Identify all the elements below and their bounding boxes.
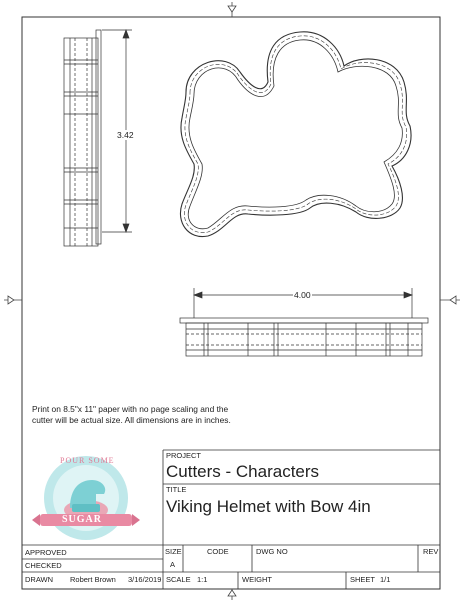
cutter-outline: [180, 32, 411, 237]
logo: [32, 456, 140, 540]
side-view-vertical: [64, 30, 101, 246]
drawing-title: Viking Helmet with Bow 4in: [166, 497, 371, 516]
print-note: Print on 8.5"x 11" paper with no page scaling and the cutter will be actual size. All dimensions are in inches.: [32, 404, 231, 425]
side-view-horizontal: [180, 318, 428, 356]
rev-label: REV: [423, 547, 439, 556]
sheet-value: 1/1: [380, 575, 391, 584]
project-label: PROJECT: [166, 451, 202, 460]
drawn-label: DRAWN: [25, 575, 54, 584]
dwg-no-label: DWG NO: [256, 547, 288, 556]
code-label: CODE: [207, 547, 229, 556]
project-name: Cutters - Characters: [166, 462, 320, 481]
checked-label: CHECKED: [25, 561, 62, 570]
scale-value: 1:1: [197, 575, 208, 584]
title-label: TITLE: [166, 485, 187, 494]
logo-bottom-text: SUGAR: [62, 514, 103, 525]
width-dimension: 4.00: [294, 290, 311, 300]
logo-top-text: POUR SOME: [60, 456, 115, 465]
sheet-label: SHEET: [350, 575, 376, 584]
size-label: SIZE: [165, 547, 182, 556]
size-value: A: [170, 560, 176, 569]
approved-label: APPROVED: [25, 548, 67, 557]
scale-label: SCALE: [166, 575, 191, 584]
drawn-date: 3/16/2019: [128, 575, 162, 584]
height-dimension: 3.42: [117, 130, 134, 140]
drawn-by: Robert Brown: [70, 575, 116, 584]
weight-label: WEIGHT: [242, 575, 272, 584]
